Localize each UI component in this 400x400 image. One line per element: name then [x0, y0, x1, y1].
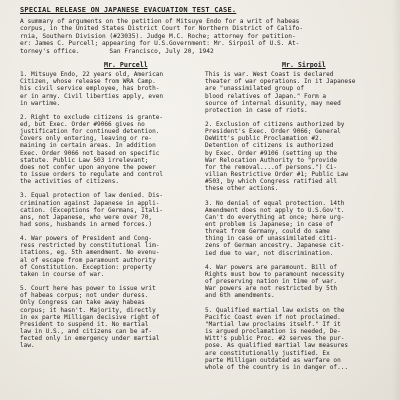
column-headings: [20, 61, 386, 71]
page-edge-shadow: [392, 0, 400, 400]
purcell-argument-5: 5. Court here has power to issue writ of habeas corpus; not under duress. Only Congress can take away habeas corpus; it hasn't. Majority, directly in ex parte Milligan decisive right of President to suspend it. No martial law in U.S., and citizens can be af- fected only in emergency under martial law.: [20, 285, 160, 350]
purcell-argument-4: 4. War powers of President and Cong- ress restricted by constitutional lim- itations, eg. 5th amendment. No evenu- al of escape from paramount authority of Constitution. Exception: property taken in course of war.: [20, 235, 160, 278]
sirpoil-argument-2: 2. Exclusion of citizens authorized by President's Exec. Order 9066; General DeWitt's public Proclamation #2. Detention of citizens is authorized by Exec. Order #9106 (setting up the War Relocation Authority to "provide for the removal....of persons.") Ci- vilian Restrictive Order #1; Public Law #503, by which Congress ratified all these other actions.: [205, 120, 349, 193]
purcell-argument-3: 3. Equal protection of law denied. Dis- crimination against Japanese in appli- cation. (Exceptions for Germans, Itali- ans, not Japanese, who were over 70, had sons, husbands in armed forces.): [20, 192, 164, 228]
document-summary: A summary of arguments on the petition of Mitsuye Endo for a writ of habeas corpus, in the United States District Court for Northern District of Califo- rnia, Southern Division (#23035). Judge M.C. Roche; attorney for petition- er: James C. Purcell; appearing for U.S.Government: Mr. Sirpoil of U.S. At- torney's office. San Francisco, July 20, 1942: [20, 18, 304, 55]
sirpoil-argument-4: 4. War powers are paramount. Bill of Rights must bow to paramount necessity of preserving nation in time of war. War powers are not restricted by 5th and 6th amendments.: [205, 263, 345, 300]
argument-columns: [20, 71, 386, 378]
sirpoil-arguments: [205, 71, 386, 378]
sirpoil-argument-5: 5. Qualified martial law exists on the Pacific Coast even if not proclaimed. "Martial law proclaims itself." If it is argued proclamation is needed, De- Witt's public Proc. #2 serves the pur- pose. As qualified martial law measures are constitutionally justified. Ex parte Milligan outdated as warfare on whole of the country is in danger of...: [205, 306, 349, 371]
sirpoil-argument-1: This is war. West Coast is declared theater of war operations. In it Japanese are "unassimilated group of blood relatives of Japan." Form a source of internal disunity, may need protection in case of riots.: [205, 71, 356, 114]
sirpoil-argument-3: 3. No denial of equal protection. 14th Amendment does not apply to U.S.Gov't. Can't do everything at once; here urg- ent problem is Japanese; in case of threat from Germany, could do same thing in case of unassimilated citi- zens of German ancestry. Japanese cit- ied due to war, not discrimination.: [205, 199, 345, 257]
right-column-heading: Mr. Sirpoil: [282, 61, 326, 70]
purcell-argument-1: 1. Mitsuye Endo, 22 years old, American Citizen, whose release from WRA Camp. his civil service employee, has broth- er in army. Civil liberties apply, even in wartime.: [20, 71, 164, 107]
left-column-heading: Mr. Purcell: [104, 61, 148, 70]
purcell-argument-2: 2. Right to exclude citizens is grante- ed, but Exec. Order #9066 gives no justification for continued detention. Covers only entering, leaving or re- maining in certain areas. In addition Exec. Order 9066 not based on specific statute. Public Law 503 irrelevant; does not confer upon anyone the power to issue orders to regulate and control the activities of citizens.: [20, 113, 164, 186]
purcell-arguments: [20, 71, 199, 378]
document-title: SPECIAL RELEASE ON JAPANESE EVACUATION TEST CASE.: [20, 6, 237, 14]
